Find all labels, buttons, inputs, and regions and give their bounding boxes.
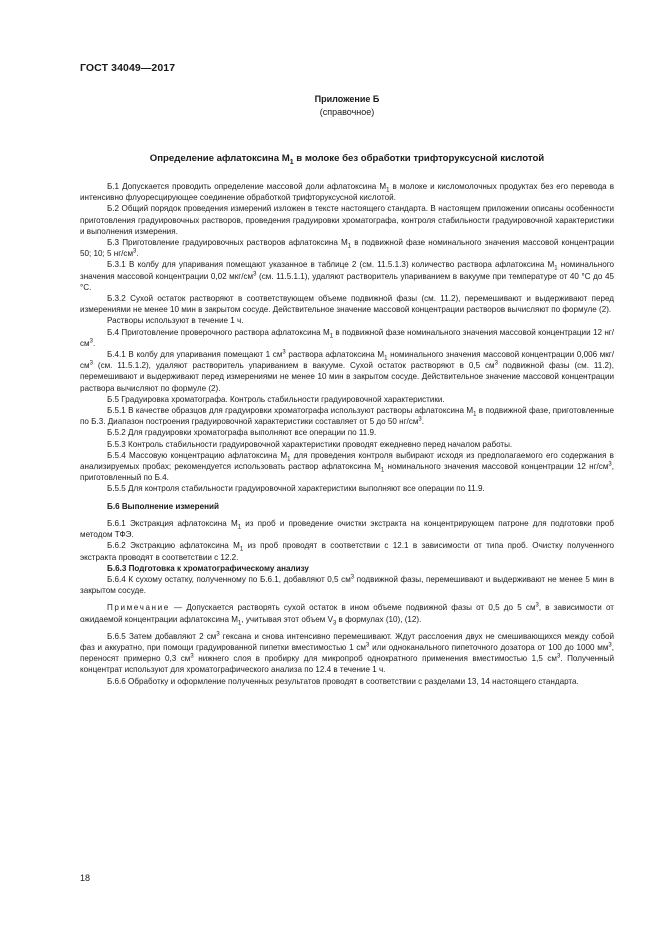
page-number: 18 <box>80 873 91 883</box>
paragraph-b5-1: Б.5.1 В качестве образцов для градуировки хроматографа используют растворы афлатоксина $M_1$ в подвижной фазе, приготовленные по Б.3. Диапазон построения градуировочной характеристики составляет от 5 до 50 $нг/см^3$. <box>80 406 614 427</box>
paragraph-b3: Б.3 Приготовление градуировочных растворов афлатоксина $M_1$ в подвижной фазе номинального значения массовой концентрации 50; 10; 5 $нг/см^3$. <box>80 238 615 259</box>
paragraph-b2: Б.2 Общий порядок проведения измерений изложен в тексте настоящего стандарта. В настоящем приложении описаны особенности приготовления градуировочных растворов, проведения градуировки хроматографа, контроля стабильности градуировочной характеристики и выполнения измерения. <box>80 204 614 236</box>
paragraph-b6-4: Б.6.4 К сухому остатку, полученному по Б.6.1, добавляют 0,5 $см^3$ подвижной фазы, перемешивают и выдерживают не менее 5 мин в закрытом сосуде. <box>80 574 615 596</box>
body-text <box>80 181 614 687</box>
paragraph-b5-2: Б.5.2 Для градуировки хроматографа выполняют все операции по 11.9. <box>107 428 377 438</box>
heading-b6: Б.6 Выполнение измерений <box>107 501 219 511</box>
appendix-subtitle: (справочное) <box>319 106 375 117</box>
paragraph-b5-3: Б.5.3 Контроль стабильности градуировочной характеристики проводят ежедневно перед началом работы. <box>107 439 513 449</box>
heading-b6-3: Б.6.3 Подготовка к хроматографическому анализу <box>107 563 309 573</box>
standard-header: ГОСТ 34049—2017 <box>80 62 176 74</box>
paragraph-solutions-usage: Растворы используют в течение 1 ч. <box>107 316 244 326</box>
paragraph-b4-1: Б.4.1 В колбу для упаривания помещают 1 $см^3$ раствора афлатоксина $M_1$ номинального значения массовой концентрации 0,006 мкг/$см^3$ (см. 11.5.1.2), удаляют растворитель упариванием в вакууме. Сухой остаток растворяют в 0,5 $см^3$ подвижной фазы (см. 11.2), перемешивают и выдерживают перед измерениями не менее 10 мин в закрытом сосуде. Действительное значение массовой концентрации раствора вычисляют по формуле (2). <box>80 349 615 393</box>
appendix-title: Приложение Б <box>314 94 380 104</box>
note-label: Примечание <box>107 603 170 613</box>
paragraph-b5: Б.5 Градуировка хроматографа. Контроль стабильности градуировочной характеристики. <box>107 394 445 404</box>
paragraph-b6-1: Б.6.1 Экстракция афлатоксина $M_1$ из проб и проведение очистки экстракта на концентрирующем патроне для подготовки проб методом ТФЭ. <box>80 518 614 540</box>
paragraph-b6-6: Б.6.6 Обработку и оформление полученных результатов проводят в соответствии с разделами 13, 14 настоящего стандарта. <box>107 676 579 686</box>
paragraph-b3-2: Б.3.2 Сухой остаток растворяют в соответствующем объеме подвижной фазы (см. 11.2), перемешивают и выдерживают перед измерениями не менее 10 мин в закрытом сосуде. Действительное значение массовой концентрации растворов вычисляют по формуле (2). <box>80 294 614 315</box>
appendix-heading <box>80 93 614 118</box>
paragraph-b1: Б.1 Допускается проводить определение массовой доли афлатоксина $M_1$ в молоке и кисломолочных продуктах без его перевода в интенсивно флуоресцирующее соединение обработкой трифторуксусной кислотой. <box>80 182 615 203</box>
note-text: — Допускается растворять сухой остаток в ином объеме подвижной фазы от 0,5 до 5 $см^3$, в зависимости от ожидаемой концентрации афлатоксина $M_1$, учитывая этот объем $V_3$ в формулах (10), (12). <box>80 602 614 627</box>
paragraph-b5-5: Б.5.5 Для контроля стабильности градуировочной характеристики выполняют все операции по 11.9. <box>107 484 485 494</box>
section-title: Определение афлатоксина $M_1$ в молоке без обработки трифторуксусной кислотой <box>149 153 545 166</box>
paragraph-b5-4: Б.5.4 Массовую концентрацию афлатоксина $M_1$ для проведения контроля выбирают исходя из предполагаемого его содержания в анализируемых пробах; рекомендуется использовать раствор афлатоксина $M_1$ номинального значения массовой концентрации 12 $нг/см^3$, приготовленный по Б.4. <box>80 450 614 483</box>
paragraph-b6-5: Б.6.5 Затем добавляют 2 $см^3$ гексана и снова интенсивно перемешивают. Ждут расслоения двух не смешивающихся между собой фаз и аккуратно, при помощи градуированной пипетки вместимостью 1 $см^3$ или одноканального пипеточного дозатора от 100 до 1000 $мм^3$, переносят примерно 0,3 $см^3$ нижнего слоя в пробирку для микропроб однократного применения вместимостью 1,5 $см^3$. Полученный концентрат используют для хроматографического анализа по 12.4 в течение 1 ч. <box>80 631 614 675</box>
paragraph-b4: Б.4 Приготовление проверочного раствора афлатоксина $M_1$ в подвижной фазе номинального значения массовой концентрации 12 $нг/см^3$. <box>80 327 615 348</box>
paragraph-b6-2: Б.6.2 Экстракцию афлатоксина $M_1$ из проб проводят в соответствии с 12.1 в зависимости от типа проб. Очистку полученного экстракта проводят в соответствии с 12.2. <box>80 541 615 562</box>
paragraph-b3-1: Б.3.1 В колбу для упаривания помещают указанное в таблице 2 (см. 11.5.1.3) количество раствора афлатоксина $M_1$ номинального значения массовой концентрации 0,02 мкг/$см^3$ (см. 11.5.1.1), удаляют растворитель упариванием в вакууме при температуре от 40 °С до 45 °С. <box>80 260 615 292</box>
note <box>80 602 614 627</box>
